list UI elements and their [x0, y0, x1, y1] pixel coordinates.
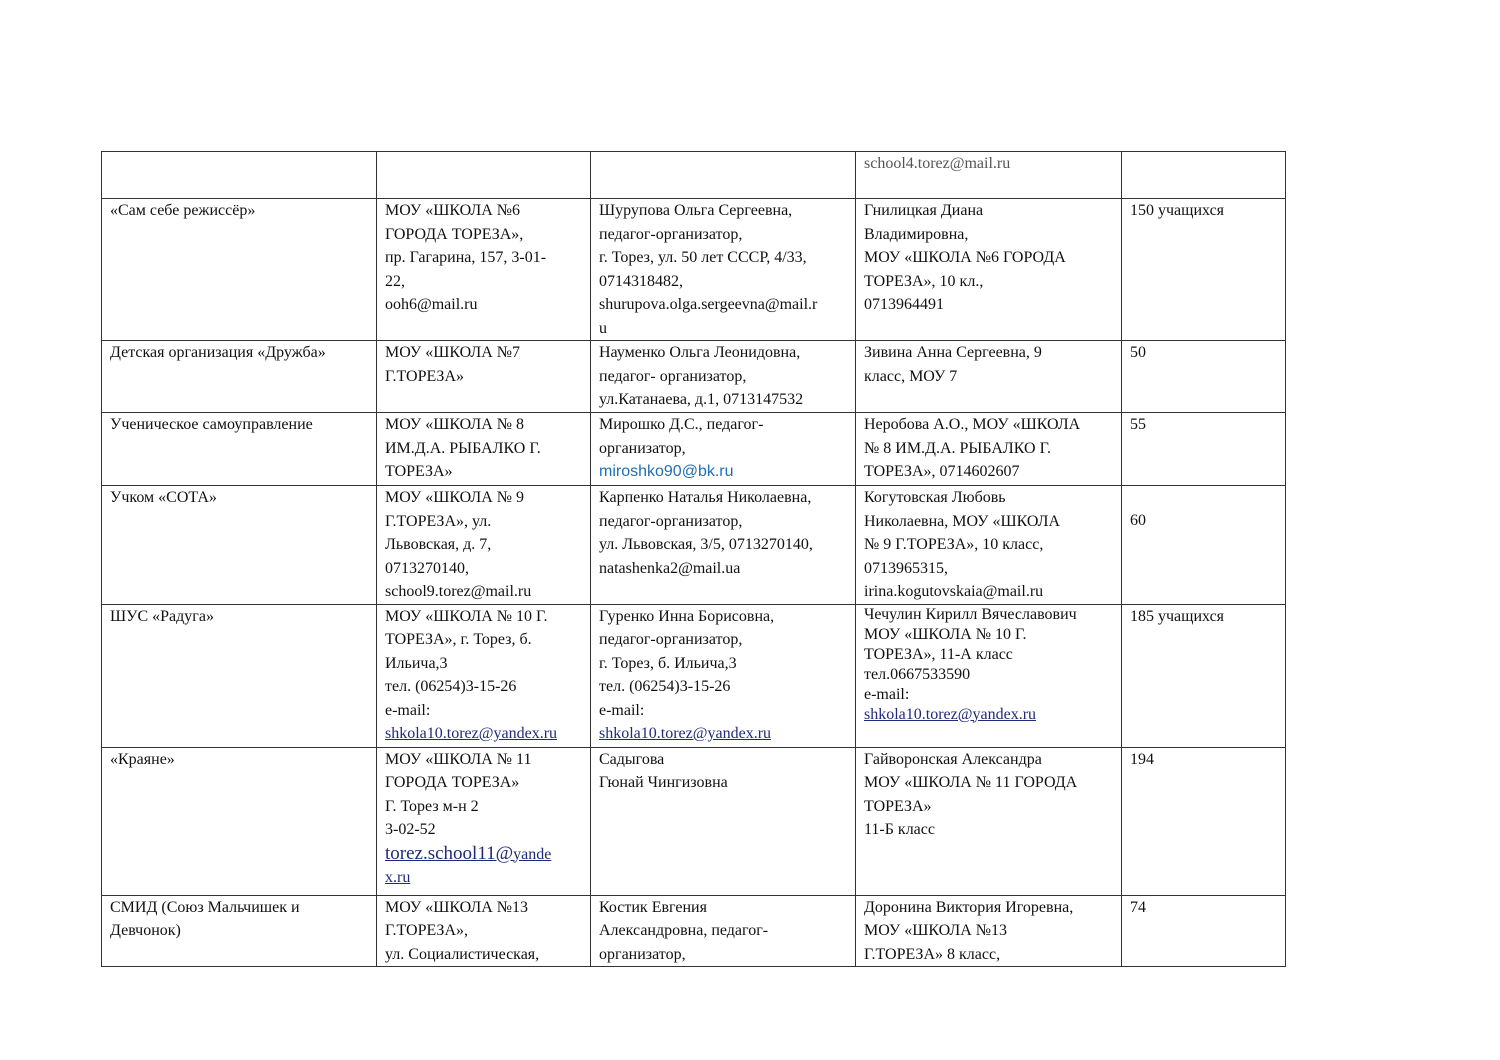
leader-cell — [591, 152, 856, 199]
count-cell — [1122, 604, 1286, 747]
school-cell — [377, 486, 591, 605]
school-cell — [377, 747, 591, 895]
cell-line: 0713270140, — [385, 559, 469, 577]
leader-cell — [591, 341, 856, 413]
cell-line: МОУ «ШКОЛА №13 — [385, 898, 529, 916]
cell-line: Львовская, д. 7, — [385, 536, 492, 553]
school-cell — [377, 895, 591, 967]
school-cell — [377, 152, 591, 199]
cell-line: Карпенко Наталья Николаевна, — [599, 489, 812, 506]
head-cell — [856, 152, 1122, 199]
participant-count: 50 — [1130, 344, 1146, 361]
cell-line: ГОРОДА ТОРЕЗА», — [385, 225, 524, 243]
table-row — [102, 486, 1286, 605]
table-row — [102, 413, 1286, 486]
cell-line: педагог- организатор, — [599, 367, 747, 385]
cell-line: Гюнай Чингизовна — [599, 774, 728, 791]
participant-count: 74 — [1130, 898, 1146, 916]
cell-line: г. Торез, б. Ильича,3 — [599, 654, 737, 672]
leader-cell — [591, 895, 856, 967]
cell-line: класс, МОУ 7 — [864, 367, 958, 385]
email-link-part[interactable]: yande — [513, 845, 552, 863]
cell-line: № 9 Г.ТОРЕЗА», 10 класс, — [864, 536, 1044, 553]
cell-line: Чечулин Кирилл Вячеславович — [864, 605, 1077, 623]
organization-name-cell — [102, 341, 377, 413]
count-cell — [1122, 486, 1286, 605]
cell-line: Николаевна, МОУ «ШКОЛА — [864, 512, 1061, 530]
participant-count: 55 — [1130, 416, 1146, 433]
cell-line: «Краяне» — [110, 750, 175, 768]
cell-line: e-mail: — [599, 701, 645, 719]
school-cell — [377, 199, 591, 341]
cell-line: педагог-организатор, — [599, 225, 743, 243]
cell-line: ТОРЕЗА», 11-А класс — [864, 645, 1013, 663]
cell-line: МОУ «ШКОЛА № 10 Г. — [385, 607, 548, 625]
organization-name-cell — [102, 747, 377, 895]
cell-line: 0714318482, — [599, 272, 683, 290]
cell-line: Г.ТОРЕЗА» 8 класс, — [864, 945, 1001, 963]
school-cell — [377, 413, 591, 486]
email-link[interactable]: miroshko90@bk.ru — [599, 463, 734, 480]
participant-count: 194 — [1130, 750, 1154, 768]
cell-line: МОУ «ШКОЛА № 8 — [385, 416, 525, 433]
cell-line: shurupova.olga.sergeevna@mail.r — [599, 296, 818, 313]
head-cell — [856, 486, 1122, 605]
cell-line: school4.torez@mail.ru — [864, 155, 1011, 172]
email-link[interactable]: shkola10.torez@yandex.ru — [599, 725, 772, 742]
cell-line: МОУ «ШКОЛА № 11 ГОРОДА — [864, 774, 1078, 791]
organizations-table — [101, 151, 1286, 967]
organization-name-cell — [102, 486, 377, 605]
organization-name-cell — [102, 604, 377, 747]
participant-count: 60 — [1130, 512, 1146, 529]
cell-line: Когутовская Любовь — [864, 489, 1006, 506]
email-link[interactable]: shkola10.torez@yandex.ru — [864, 705, 1037, 723]
cell-line: ул.Катанаева, д.1, 0713147532 — [599, 391, 804, 408]
cell-line: МОУ «ШКОЛА №7 — [385, 344, 521, 361]
cell-line: natashenka2@mail.ua — [599, 559, 741, 577]
cell-line: Гайворонская Александра — [864, 750, 1042, 768]
cell-line: ул. Львовская, 3/5, 0713270140, — [599, 536, 813, 553]
leader-cell — [591, 199, 856, 341]
leader-cell — [591, 604, 856, 747]
cell-line: ул. Социалистическая, — [385, 945, 540, 963]
cell-line: 3-02-52 — [385, 821, 436, 838]
cell-line: Г.ТОРЕЗА», ул. — [385, 512, 492, 530]
cell-line: МОУ «ШКОЛА №13 — [864, 922, 1008, 939]
participant-count: 150 учащихся — [1130, 202, 1225, 219]
cell-line: Учком «СОТА» — [110, 489, 217, 506]
cell-line: ТОРЕЗА» — [385, 463, 453, 480]
cell-line: ТОРЕЗА» — [864, 797, 932, 815]
cell-line: Зивина Анна Сергеевна, 9 — [864, 344, 1042, 361]
cell-line: ГОРОДА ТОРЕЗА» — [385, 774, 520, 791]
cell-line: № 8 ИМ.Д.А. РЫБАЛКО Г. — [864, 439, 1052, 457]
cell-line: ТОРЕЗА», 0714602607 — [864, 463, 1020, 480]
cell-line: «Сам себе режиссёр» — [110, 202, 256, 219]
table-row — [102, 199, 1286, 341]
organization-name-cell — [102, 152, 377, 199]
leader-cell — [591, 747, 856, 895]
cell-line: Девчонок) — [110, 922, 181, 939]
cell-line: Г.ТОРЕЗА» — [385, 367, 464, 385]
cell-line: ШУС «Радуга» — [110, 607, 214, 625]
count-cell — [1122, 413, 1286, 486]
count-cell — [1122, 341, 1286, 413]
cell-line: педагог-организатор, — [599, 631, 743, 648]
table-row — [102, 341, 1286, 413]
cell-line: u — [599, 319, 607, 337]
cell-line: 0713965315, — [864, 559, 948, 577]
cell-line: Доронина Виктория Игоревна, — [864, 898, 1074, 916]
organization-name-cell — [102, 199, 377, 341]
cell-line: ИМ.Д.А. РЫБАЛКО Г. — [385, 439, 541, 457]
cell-line: ТОРЕЗА», 10 кл., — [864, 272, 984, 290]
cell-line: 0713964491 — [864, 296, 944, 313]
count-cell — [1122, 895, 1286, 967]
email-link-part[interactable]: torez.school11@ — [385, 842, 514, 864]
cell-line: Мирошко Д.С., педагог- — [599, 416, 764, 433]
participant-count: 185 учащихся — [1130, 607, 1225, 625]
cell-line: МОУ «ШКОЛА № 9 — [385, 489, 525, 506]
cell-line: Ильича,3 — [385, 654, 448, 672]
table-row — [102, 152, 1286, 199]
cell-line: ТОРЕЗА», г. Торез, б. — [385, 631, 532, 648]
school-cell — [377, 341, 591, 413]
cell-line: Шурупова Ольга Сергеевна, — [599, 202, 793, 219]
cell-line: school9.torez@mail.ru — [385, 583, 532, 600]
cell-line: МОУ «ШКОЛА № 11 — [385, 750, 532, 768]
head-cell — [856, 341, 1122, 413]
cell-line: ooh6@mail.ru — [385, 296, 478, 313]
cell-line: МОУ «ШКОЛА №6 — [385, 202, 521, 219]
head-cell — [856, 199, 1122, 341]
email-link[interactable] — [385, 842, 582, 867]
cell-line: 11-Б класс — [864, 821, 935, 838]
head-cell — [856, 895, 1122, 967]
head-cell — [856, 604, 1122, 747]
table-row — [102, 747, 1286, 895]
cell-line: Александровна, педагог- — [599, 922, 769, 939]
head-cell — [856, 747, 1122, 895]
cell-line: e-mail: — [385, 701, 431, 719]
cell-line: Ученическое самоуправление — [110, 416, 313, 433]
cell-line: Науменко Ольга Леонидовна, — [599, 344, 801, 361]
email-link[interactable]: shkola10.torez@yandex.ru — [385, 725, 558, 742]
cell-line: МОУ «ШКОЛА №6 ГОРОДА — [864, 249, 1066, 266]
cell-line: Гуренко Инна Борисовна, — [599, 607, 775, 625]
cell-line: пр. Гагарина, 157, 3-01- — [385, 249, 547, 266]
table-row — [102, 895, 1286, 967]
cell-line: Костик Евгения — [599, 898, 707, 916]
cell-line: Садыгова — [599, 750, 665, 768]
organization-name-cell — [102, 895, 377, 967]
organization-name-cell — [102, 413, 377, 486]
cell-line: Г. Торез м-н 2 — [385, 797, 479, 815]
cell-line: 22, — [385, 272, 405, 290]
cell-line: тел. (06254)3-15-26 — [599, 678, 731, 695]
cell-line: Г.ТОРЕЗА», — [385, 922, 468, 939]
head-cell — [856, 413, 1122, 486]
cell-line: Неробова А.О., МОУ «ШКОЛА — [864, 416, 1081, 433]
school-cell — [377, 604, 591, 747]
count-cell — [1122, 747, 1286, 895]
cell-line: irina.kogutovskaia@mail.ru — [864, 583, 1044, 600]
cell-line: Детская организация «Дружба» — [110, 344, 326, 361]
table-row — [102, 604, 1286, 747]
cell-line: г. Торез, ул. 50 лет СССР, 4/33, — [599, 249, 807, 266]
cell-line: тел. (06254)3-15-26 — [385, 678, 517, 695]
count-cell — [1122, 199, 1286, 341]
cell-line: Гнилицкая Диана — [864, 202, 984, 219]
cell-line: Владимировна, — [864, 225, 969, 243]
cell-line: педагог-организатор, — [599, 512, 743, 530]
count-cell — [1122, 152, 1286, 199]
cell-line: e-mail: — [864, 685, 910, 703]
cell-line: СМИД (Союз Мальчишек и — [110, 898, 300, 916]
leader-cell — [591, 413, 856, 486]
cell-line: МОУ «ШКОЛА № 10 Г. — [864, 625, 1027, 643]
email-link[interactable]: x.ru — [385, 869, 411, 886]
cell-line: организатор, — [599, 945, 686, 963]
leader-cell — [591, 486, 856, 605]
cell-line: организатор, — [599, 439, 686, 457]
cell-line: тел.0667533590 — [864, 665, 971, 683]
